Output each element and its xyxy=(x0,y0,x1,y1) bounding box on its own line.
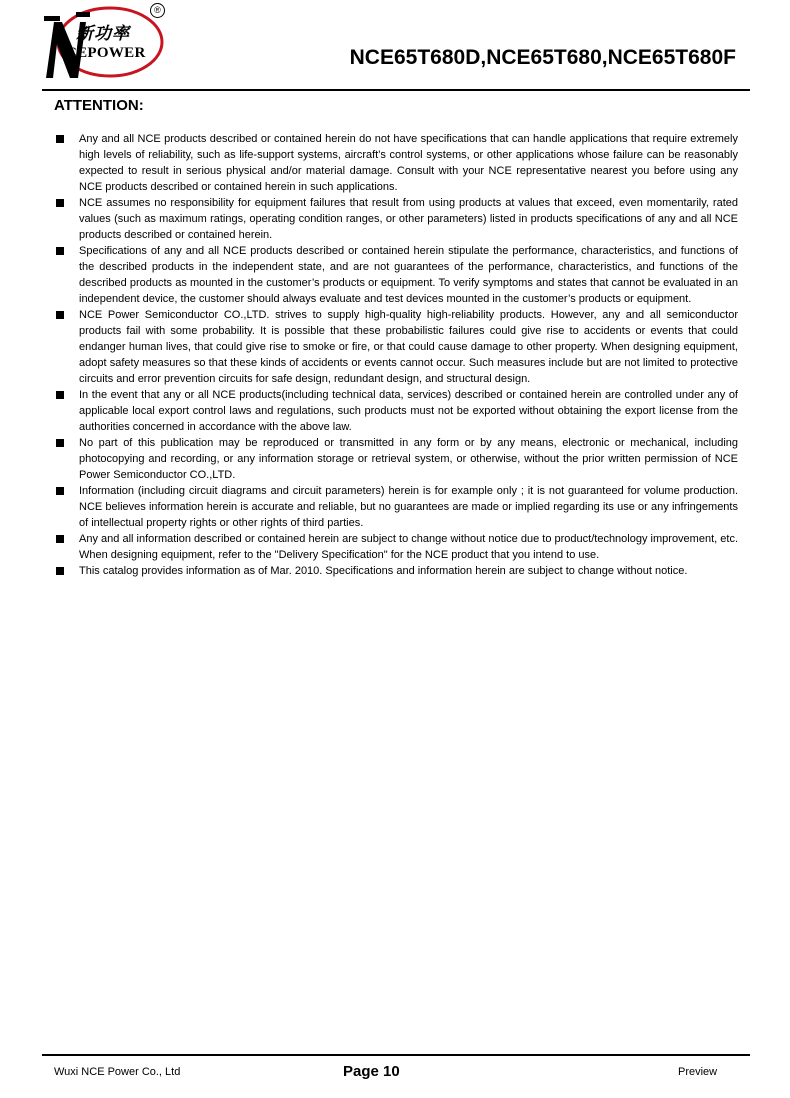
square-bullet-icon xyxy=(56,439,64,447)
square-bullet-icon xyxy=(56,247,64,255)
square-bullet-icon xyxy=(56,487,64,495)
header-divider xyxy=(42,89,750,91)
square-bullet-icon xyxy=(56,535,64,543)
list-item xyxy=(54,387,738,435)
attention-heading: ATTENTION: xyxy=(54,97,144,114)
list-item xyxy=(54,563,738,579)
logo-text-en: CEPOWER xyxy=(66,45,146,61)
footer-company: Wuxi NCE Power Co., Ltd xyxy=(54,1066,181,1078)
list-item-text: This catalog provides information as of Mar. 2010. Specifications and information herein are subject to change without notice. xyxy=(79,565,688,577)
ncepower-logo xyxy=(42,4,170,84)
list-item-text: Information (including circuit diagrams and circuit parameters) herein is for example only ; it is not guaranteed for volume production. NCE believes information herein is accurate and reliable, but no guarantees are made or implied regarding its use or any infringements of intellectual property rights or other rights of third parties. xyxy=(79,485,738,529)
document-title: NCE65T680D,NCE65T680,NCE65T680F xyxy=(349,46,736,69)
square-bullet-icon xyxy=(56,199,64,207)
list-item xyxy=(54,243,738,307)
list-item xyxy=(54,307,738,387)
list-item-text: Any and all NCE products described or contained herein do not have specifications that can handle applications that require extremely high levels of reliability, such as life-support systems, aircraft's control systems, or other applications whose failure can be reasonably expected to result in serious physical and/or material damage. Consult with your NCE representative nearest you before using any NCE products described or contained herein in such applications. xyxy=(79,133,738,193)
list-item xyxy=(54,435,738,483)
square-bullet-icon xyxy=(56,311,64,319)
list-item-text: No part of this publication may be reproduced or transmitted in any form or by any means, electronic or mechanical, including photocopying and recording, or any information storage or retrieval system, or otherwise, without the prior written permission of NCE Power Semiconductor CO.,LTD. xyxy=(79,437,738,481)
page-number: Page 10 xyxy=(343,1063,400,1080)
square-bullet-icon xyxy=(56,567,64,575)
registered-mark-icon: ® xyxy=(150,3,165,18)
list-item-text: Specifications of any and all NCE products described or contained herein stipulate the performance, characteristics, and functions of the described products in the independent state, and are not guarantees of the performance, characteristics, and functions of the described products as mounted in the customer’s products or equipment. To verify symptoms and states that cannot be evaluated in an independent device, the customer should always evaluate and test devices mounted in the customer’s products or equipment. xyxy=(79,245,738,305)
list-item-text: In the event that any or all NCE products(including technical data, services) described or contained herein are controlled under any of applicable local export control laws and regulations, such products must not be exported without obtaining the export license from the authorities concerned in accordance with the above law. xyxy=(79,389,738,433)
list-item xyxy=(54,483,738,531)
attention-list xyxy=(54,131,738,579)
list-item-text: NCE Power Semiconductor CO.,LTD. strives to supply high-quality high-reliability products. However, any and all semiconductor products fail with some probability. It is possible that these probabilistic failures could give rise to accidents or events that could endanger human lives, that could give rise to smoke or fire, or that could cause damage to other property. When designing equipment, adopt safety measures so that these kinds of accidents or events cannot occur. Such measures include but are not limited to protective circuits and error prevention circuits for safe design, redundant design, and structural design. xyxy=(79,309,738,385)
list-item xyxy=(54,531,738,563)
square-bullet-icon xyxy=(56,391,64,399)
footer-status: Preview xyxy=(678,1066,718,1078)
list-item xyxy=(54,131,738,195)
square-bullet-icon xyxy=(56,135,64,143)
footer-divider xyxy=(42,1054,750,1056)
logo-text-cn: 新功率 xyxy=(76,24,130,43)
list-item xyxy=(54,195,738,243)
list-item-text: NCE assumes no responsibility for equipment failures that result from using products at values that exceed, even momentarily, rated values (such as maximum ratings, operating condition ranges, or other parameters) listed in products specifications of any and all NCE products described or contained herein. xyxy=(79,197,738,241)
list-item-text: Any and all information described or contained herein are subject to change without notice due to product/technology improvement, etc. When designing equipment, refer to the "Delivery Specification" for the NCE product that you intend to use. xyxy=(79,533,738,561)
